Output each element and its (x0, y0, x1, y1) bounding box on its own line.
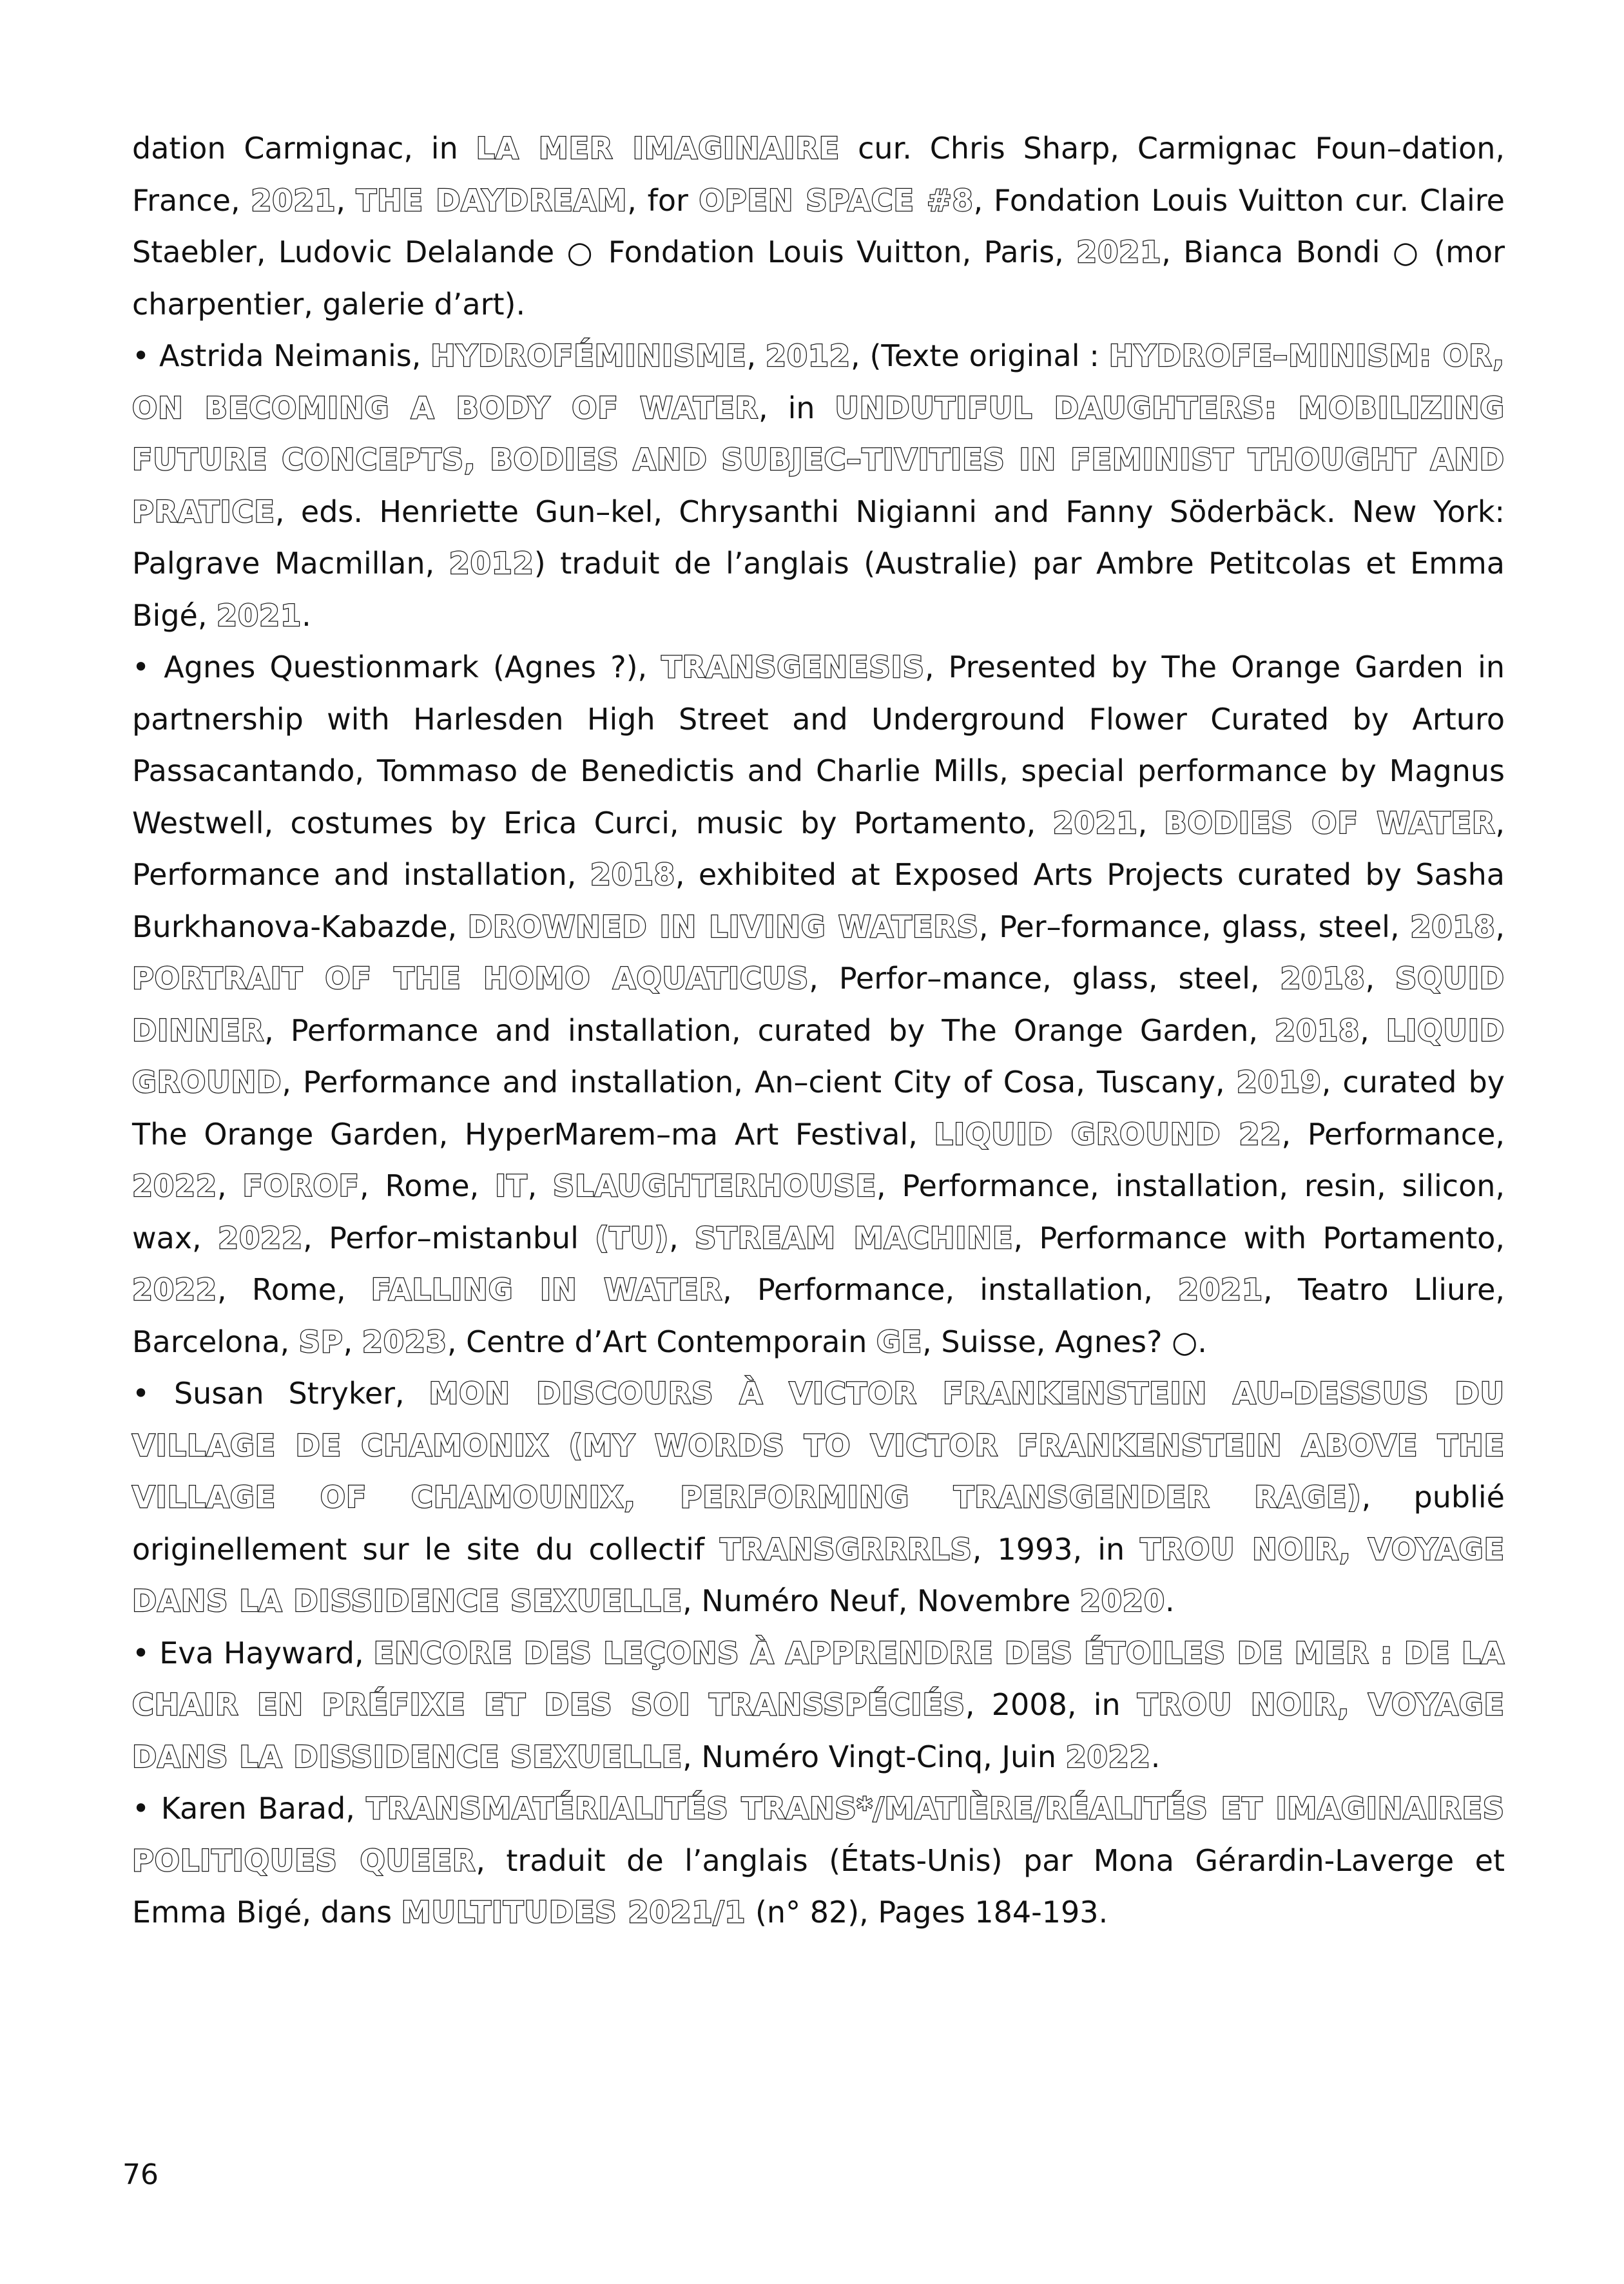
work-title: TROU NOIR, VOYAGE DANS LA DISSIDENCE SEXUELLE (132, 1687, 1505, 1774)
entry-text: , (1495, 909, 1505, 944)
work-title: 2012 (765, 338, 851, 373)
entry-text: , eds. Henriette Gun–kel, Chrysanthi Nigianni and Fanny Söderbäck. New York: Palgrave Macmillan, (132, 494, 1505, 581)
entry-text: , (669, 1220, 695, 1255)
entry-text: , (1137, 805, 1165, 840)
entry-text: • Susan Stryker, (132, 1376, 429, 1411)
work-title: FOROF (242, 1168, 360, 1203)
work-title: 2021 (1052, 805, 1138, 840)
entry-text: , Numéro Neuf, Novembre (682, 1583, 1080, 1618)
work-title: BODIES OF WATER (1164, 805, 1496, 840)
entry-text: , Rome, (217, 1272, 371, 1307)
entry-text: , Centre d’Art Contemporain (447, 1324, 876, 1359)
entry-text: . (302, 597, 311, 633)
work-title: SQUID DINNER (132, 961, 1505, 1048)
entry-text: , Bianca Bondi ○ (mor charpentier, galerie d’art). (132, 235, 1505, 322)
work-title: TRANSMATÉRIALITÉS TRANS*/MATIÈRE/RÉALITÉS ET IMAGINAIRES POLITIQUES QUEER (132, 1791, 1505, 1878)
entry-text: , Performance, (1281, 1116, 1505, 1152)
work-title: SLAUGHTERHOUSE (553, 1168, 877, 1203)
work-title: TROU NOIR, VOYAGE DANS LA DISSIDENCE SEXUELLE (132, 1531, 1505, 1618)
work-title: DROWNED IN LIVING WATERS (467, 909, 979, 944)
bibliography-entry (132, 1368, 1505, 1627)
work-title: 2022 (132, 1272, 218, 1307)
work-title: 2021 (1178, 1272, 1264, 1307)
work-title: LIQUID GROUND 22 (934, 1116, 1282, 1152)
entry-text: , Performance and installation, (132, 805, 1505, 892)
entry-text: , 1993, in (972, 1531, 1141, 1567)
entry-text: , curated by The Orange Garden, HyperMarem–ma Art Festival, (132, 1065, 1505, 1152)
work-title: STREAM MACHINE (695, 1220, 1014, 1255)
work-title: TRANSGENESIS (661, 650, 925, 684)
work-title: (TU) (595, 1220, 670, 1255)
entry-text: , in (759, 390, 835, 425)
work-title: OPEN SPACE #8 (699, 182, 974, 218)
work-title: THE DAYDREAM (356, 182, 628, 218)
work-title: MON DISCOURS À VICTOR FRANKENSTEIN AU-DESSUS DU VILLAGE DE CHAMONIX (MY WORDS TO VICTOR FRANKENSTEIN ABOVE THE VILLAGE OF CHAMOUNIX, PERFORMING TRANSGENDER RAGE) (132, 1376, 1505, 1515)
entry-text: , Numéro Vingt-Cinq, Juin (682, 1739, 1066, 1774)
work-title: ENCORE DES LEÇONS À APPRENDRE DES ÉTOILES DE MER : DE LA CHAIR EN PRÉFIXE ET DES SOI TRANSSPÉCIÉS (132, 1635, 1505, 1722)
entry-text: , traduit de l’anglais (États-Unis) par Mona Gérardin-Laverge et Emma Bigé, dans (132, 1843, 1505, 1930)
work-title: 2012 (449, 546, 534, 581)
entry-text: , for (627, 182, 699, 218)
work-title: 2022 (1065, 1739, 1151, 1774)
entry-text: , Presented by The Orange Garden in partnership with Harlesden High Street and Underground Flower Curated by Arturo Passacantando, Tommaso de Benedictis and Charlie Mills, special performance by Magnus Westwell, costumes by Erica Curci, music by Portamento, (132, 650, 1505, 840)
work-title: 2021 (1076, 235, 1162, 269)
entry-text: , Performance, installation, resin, silicon, wax, (132, 1168, 1505, 1255)
entry-text: , Per–formance, glass, steel, (978, 909, 1411, 944)
bibliography-entry (132, 1783, 1505, 1939)
work-title: HYDROFE–MINISM: OR, ON BECOMING A BODY OF WATER (132, 338, 1505, 425)
entry-text: • Eva Hayward, (132, 1635, 374, 1670)
entry-text: cur. Chris Sharp, Carmignac Foun–dation, France, (132, 131, 1505, 218)
work-title: 2018 (1275, 1012, 1360, 1048)
entry-text: , 2008, in (965, 1687, 1137, 1722)
entry-text: , (343, 1324, 362, 1359)
entry-text: , exhibited at Exposed Arts Projects curated by Sasha Burkhanova-Kabazde, (132, 857, 1505, 944)
entry-text: , (746, 338, 766, 373)
entry-text: • Karen Barad, (132, 1791, 367, 1826)
entry-text: , Suisse, Agnes? ○. (922, 1324, 1207, 1359)
entry-text: , Rome, (359, 1168, 496, 1203)
work-title: 2018 (590, 857, 675, 892)
work-title: 2020 (1079, 1583, 1165, 1618)
bibliography-entry (132, 122, 1505, 330)
work-title: FALLING IN WATER (371, 1272, 723, 1307)
work-title: MULTITUDES 2021/1 (401, 1895, 746, 1930)
work-title: SP (298, 1324, 343, 1359)
work-title: IT (495, 1168, 528, 1203)
work-title: TRANSGRRRLS (720, 1531, 972, 1567)
entry-text: ) traduit de l’anglais (Australie) par Ambre Petitcolas et Emma Bigé, (132, 546, 1505, 633)
work-title: LA MER IMAGINAIRE (476, 131, 840, 166)
bibliography-entry (132, 330, 1505, 641)
entry-text: . (1150, 1739, 1161, 1774)
entry-text: (n° 82), Pages 184-193. (746, 1895, 1108, 1930)
entry-text: , (1360, 1012, 1386, 1048)
bibliography-entry (132, 1627, 1505, 1783)
entry-text: , publié originellement sur le site du collectif (132, 1480, 1505, 1567)
entry-text: , (1365, 961, 1396, 996)
entry-text: , Perfor–mance, glass, steel, (809, 961, 1281, 996)
work-title: UNDUTIFUL DAUGHTERS: MOBILIZING FUTURE CONCEPTS, BODIES AND SUBJEC–TIVITIES IN FEMINIST THOUGHT AND PRATICE (132, 390, 1505, 529)
entry-text: , Teatro Lliure, Barcelona, (132, 1272, 1505, 1359)
work-title: 2018 (1410, 909, 1496, 944)
work-title: 2021 (217, 597, 302, 633)
bibliography-text (132, 122, 1505, 1939)
entry-text: , Perfor–mistanbul (303, 1220, 595, 1255)
work-title: LIQUID GROUND (132, 1012, 1505, 1099)
work-title: 2018 (1280, 961, 1366, 996)
work-title: GE (876, 1324, 923, 1359)
entry-text: dation Carmignac, in (132, 131, 476, 166)
bibliography-entry (132, 641, 1505, 1368)
entry-text: , (527, 1168, 554, 1203)
entry-text: • Agnes Questionmark (Agnes ?), (132, 650, 662, 684)
entry-text: , Performance and installation, curated by The Orange Garden, (264, 1012, 1275, 1048)
work-title: PORTRAIT OF THE HOMO AQUATICUS (132, 961, 809, 996)
entry-text: , (336, 182, 356, 218)
page-number: 76 (122, 2158, 159, 2191)
work-title: 2019 (1236, 1065, 1322, 1099)
entry-text: , Fondation Louis Vuitton cur. Claire Staebler, Ludovic Delalande ○ Fondation Louis Vuitton, Paris, (132, 182, 1505, 269)
entry-text: , Performance, installation, (722, 1272, 1178, 1307)
work-title: HYDROFÉMINISME (430, 338, 747, 373)
entry-text: , Performance and installation, An–cient City of Cosa, Tuscany, (282, 1065, 1237, 1099)
entry-text: . (1165, 1583, 1175, 1618)
entry-text: , Performance with Portamento, (1013, 1220, 1505, 1255)
work-title: 2021 (251, 182, 336, 218)
entry-text: • Astrida Neimanis, (132, 338, 431, 373)
work-title: 2022 (132, 1168, 218, 1203)
work-title: 2023 (362, 1324, 447, 1359)
entry-text: , (217, 1168, 243, 1203)
work-title: 2022 (218, 1220, 304, 1255)
entry-text: , (Texte original : (850, 338, 1109, 373)
